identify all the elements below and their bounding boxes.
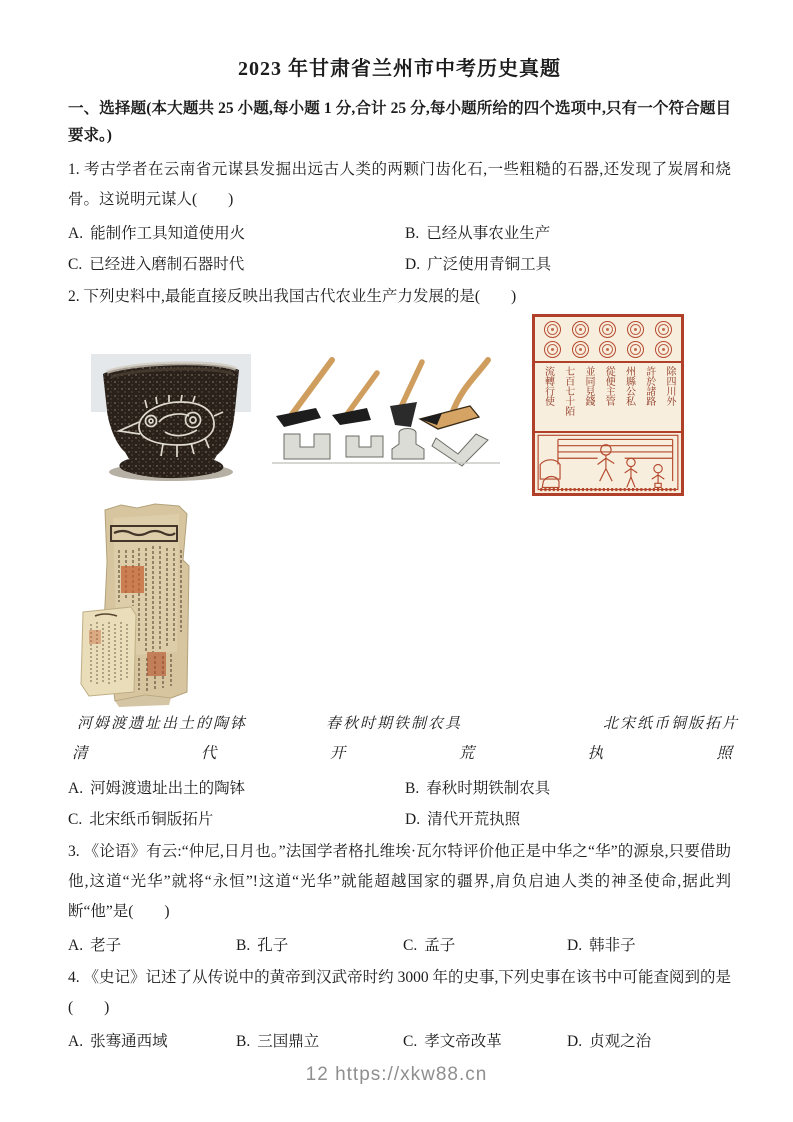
question-4-text [68,963,731,1023]
banknote-print-image [532,314,684,496]
inscription-column: 除四川外 [664,366,675,406]
question-3-options [68,930,731,961]
inscription-column: 流轉行使 [542,366,554,406]
option-c: C. 孟子 [403,937,456,954]
option-a: A. 能制作工具知道使用火 [68,225,246,242]
page-title: 2023 年甘肃省兰州市中考历史真题 [238,58,561,80]
question-number: 2. [68,288,80,305]
pottery-bowl-image [85,352,257,484]
inscription-column: 七百七十陌 [562,366,574,416]
question-3-text [68,837,731,927]
question-4 [68,963,731,1057]
banknote-scene-icon [535,433,681,496]
coin-motifs-icon [535,317,681,361]
option-b: B. 孔子 [236,937,289,954]
question-body: 考古学者在云南省元谋县发掘出远古人类的两颗门齿化石,一些粗糙的石器,还发现了炭屑和烧骨。这说明元谋人( ) [68,161,732,208]
iron-tools-image [270,356,502,470]
question-2-text [68,282,731,312]
option-a: A. 张骞通西域 [68,1033,168,1050]
question-3 [68,837,731,961]
option-d: D. 韩非子 [567,937,636,954]
caption-tools: 春秋时期铁制农具 [326,716,463,732]
option-b: B. 春秋时期铁制农具 [405,780,551,797]
question-1-options [68,218,731,280]
option-c: C. 孝文帝改革 [403,1033,502,1050]
inscription-column: 從便主管 [603,366,615,406]
section-heading: 一、选择题(本大题共 25 小题,每小题 1 分,合计 25 分,每小题所给的四个选项中,只有一个符合题目要求。) [68,100,731,144]
option-b: B. 三国鼎立 [236,1033,320,1050]
inscription-column: 許於諸路 [643,366,655,406]
option-d: D. 清代开荒执照 [405,811,521,828]
inscription-column: 州縣公私 [623,366,635,406]
caption-pottery: 河姆渡遗址出土的陶钵 [77,716,248,732]
question-2-figures [68,314,731,712]
inscription-column: 並同見錢 [583,366,594,406]
caption-banknote: 北宋纸币铜版拓片 [603,716,740,732]
option-a: A. 河姆渡遗址出土的陶钵 [68,780,246,797]
question-number: 4. [68,969,80,986]
land-license-image [75,502,207,709]
figure-captions [68,712,740,738]
question-1-text [68,155,731,215]
option-b: B. 已经从事农业生产 [405,225,551,242]
option-c: C. 北宋纸币铜版拓片 [68,811,214,828]
option-d: D. 贞观之治 [567,1033,652,1050]
question-2-options [68,773,731,835]
page-footer: 12 https://xkw88.cn [305,1064,488,1085]
question-number: 3. [68,843,80,860]
question-number: 1. [68,161,80,178]
question-4-options [68,1026,731,1057]
question-body: 下列史料中,最能直接反映出我国古代农业生产力发展的是( ) [83,288,517,305]
question-2 [68,282,740,835]
option-c: C. 已经进入磨制石器时代 [68,256,245,273]
question-1 [68,155,731,280]
question-body: 《史记》记述了从传说中的黄帝到汉武帝时约 3000 年的史事,下列史事在该书中可能查阅到的是( ) [68,969,731,1016]
caption-license-spread: 清 代 开 荒 执 照 [72,745,732,762]
option-d: D. 广泛使用青铜工具 [405,256,552,273]
question-body: 《论语》有云:“仲尼,日月也。”法国学者格扎维埃·瓦尔特评价他正是中华之“华”的源泉,只要借助他,这道“光华”就将“永恒”!这道“光华”就能超越国家的疆界,肩负启迪人类的神圣使命,据此判断“他”是( ) [68,843,731,920]
banknote-inscription [535,361,681,433]
option-a: A. 老子 [68,937,122,954]
